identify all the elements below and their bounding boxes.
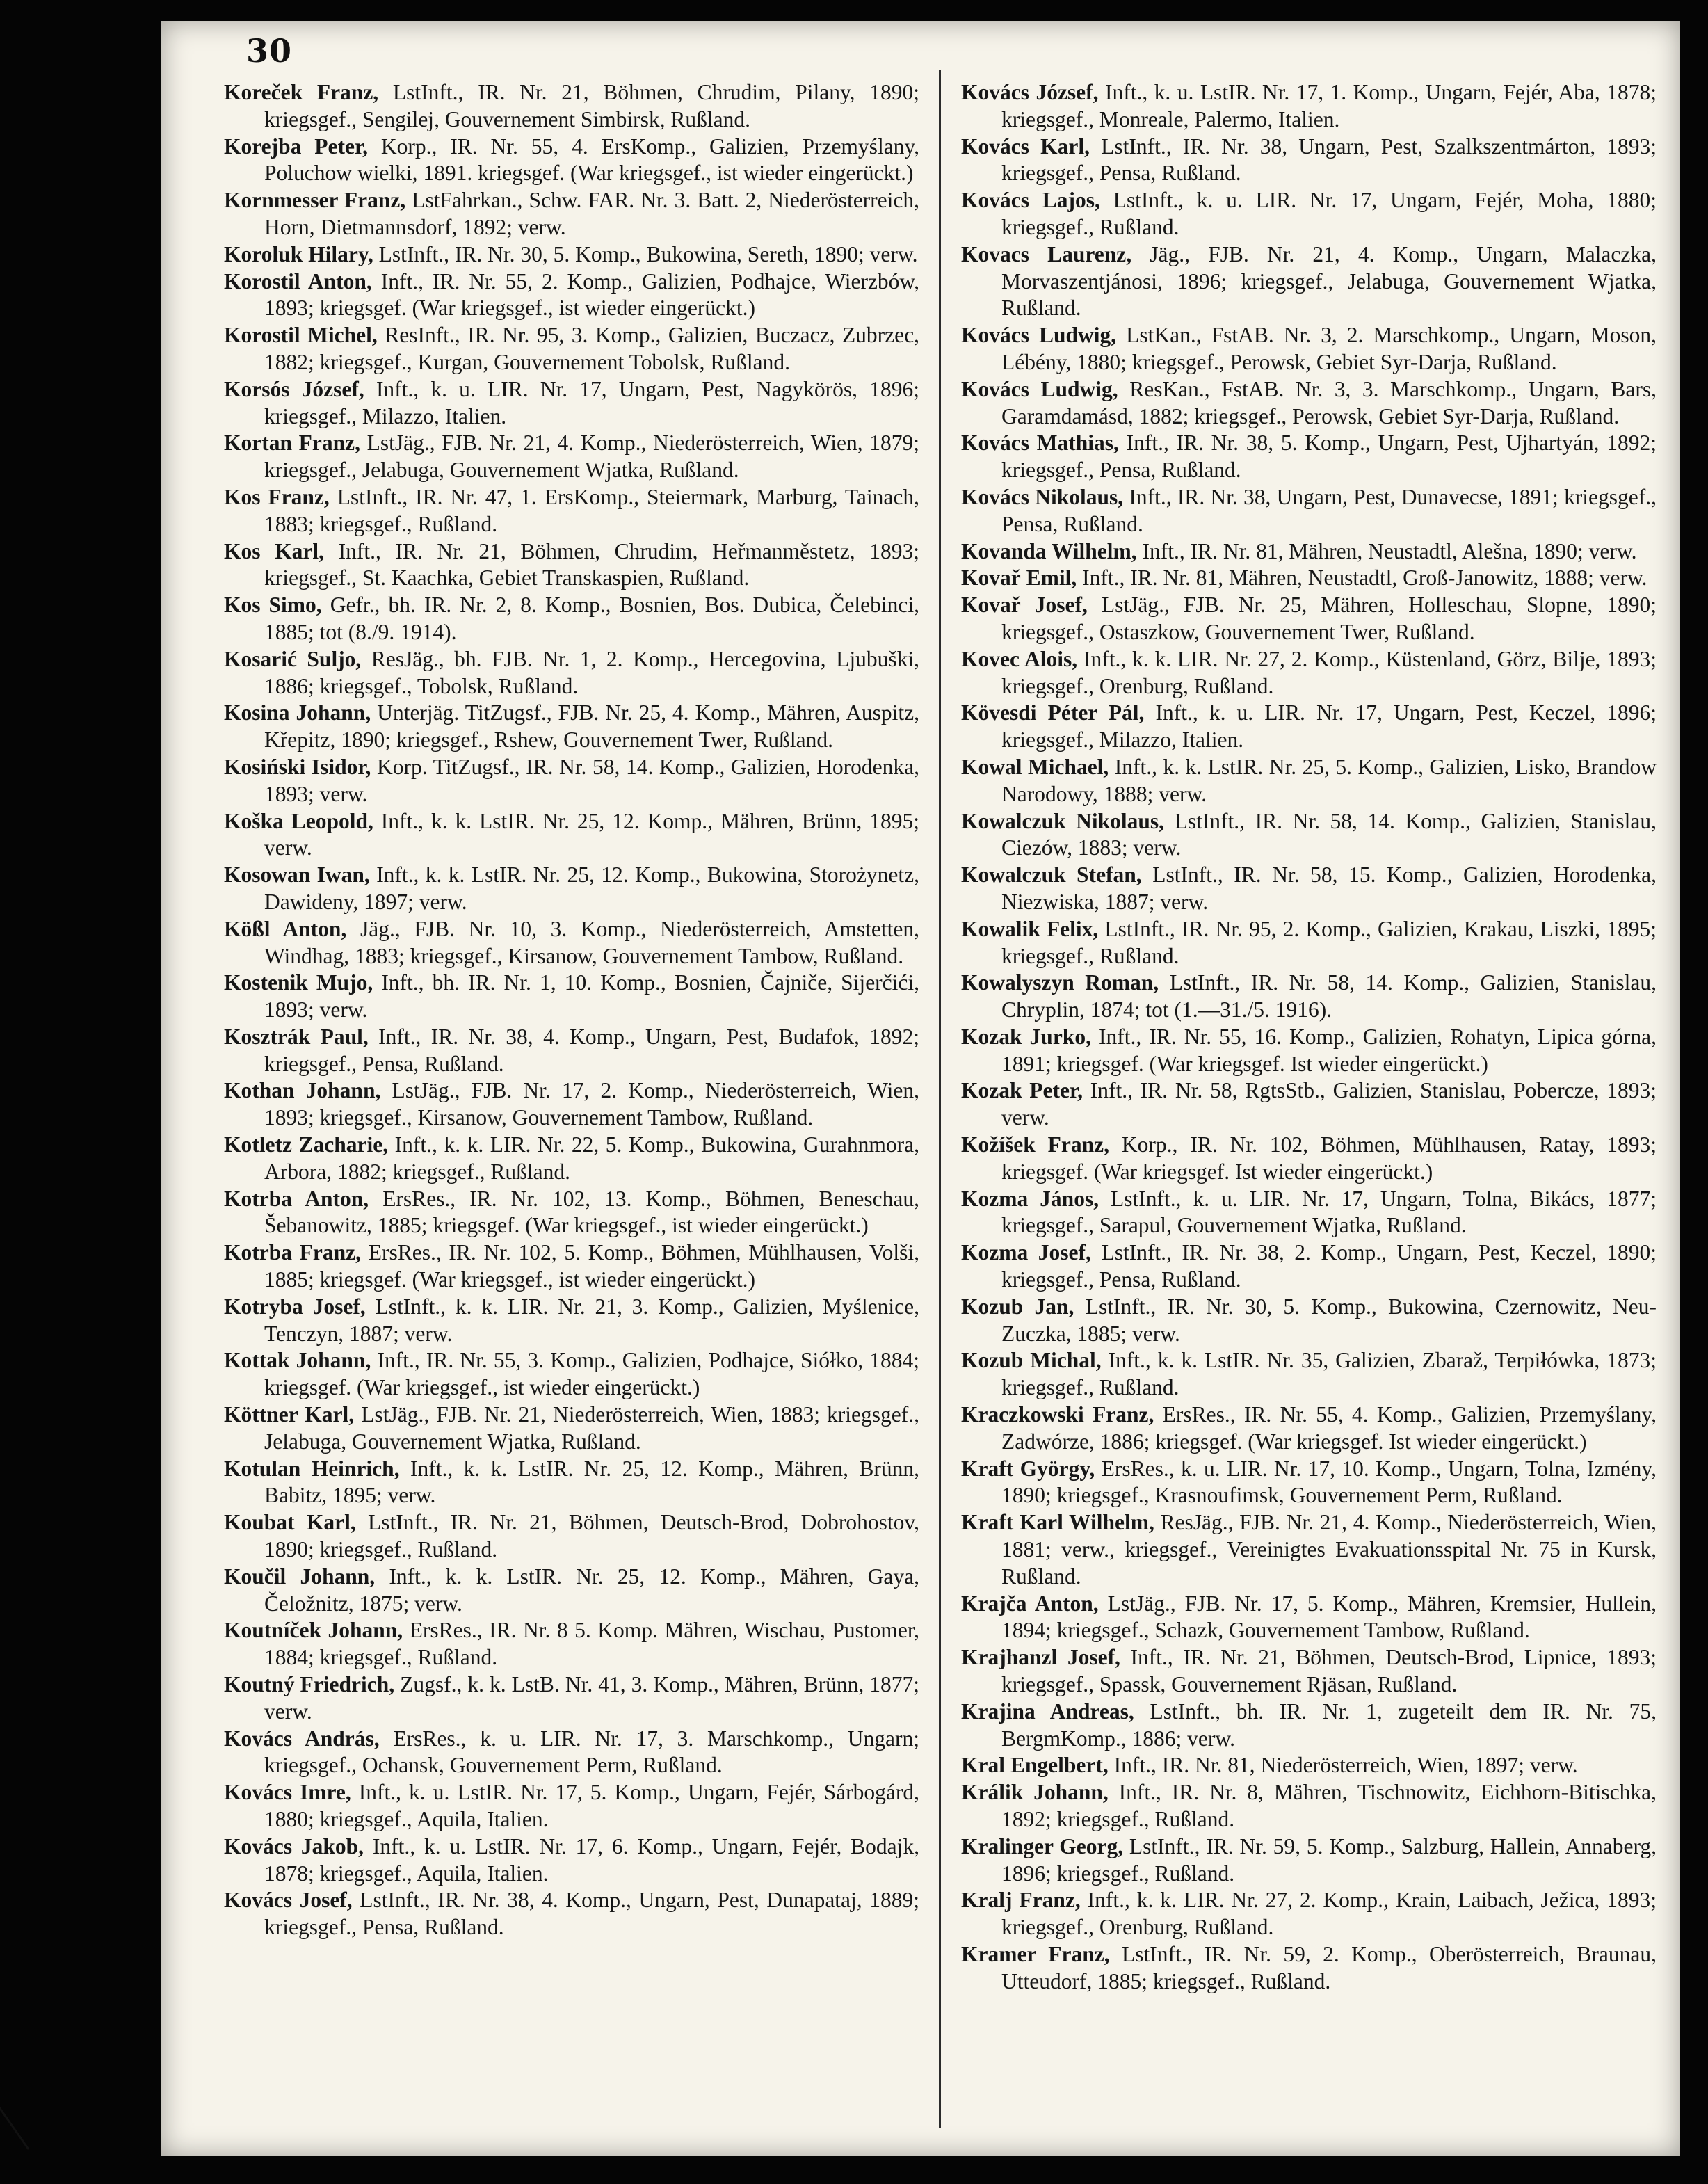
- entry-details: Inft., IR. Nr. 55, 3. Komp., Galizien, Podhajce, Siółko, 1884; kriegsgef. (War kriegsgef., ist wieder eingerückt.): [264, 1348, 919, 1400]
- entry-details: Inft., IR. Nr. 21, Böhmen, Deutsch-Brod, Lipnice, 1893; kriegsgef., Spassk, Gouvernement Rjäsan, Rußland.: [1001, 1645, 1657, 1697]
- entry-details: ErsRes., IR. Nr. 102, 5. Komp., Böhmen, Mühlhausen, Volši, 1885; kriegsgef. (War kriegsgef., ist wieder eingerückt.): [264, 1240, 919, 1292]
- page-number: 30: [246, 32, 293, 70]
- entry-details: ErsRes., k. u. LIR. Nr. 17, 3. Marschkomp., Ungarn; kriegsgef., Ochansk, Gouvernement Perm, Rußland.: [264, 1726, 919, 1778]
- list-entry: [224, 376, 919, 431]
- entry-details: ResKan., FstAB. Nr. 3, 3. Marschkomp., Ungarn, Bars, Garamdamásd, 1882; kriegsgef., Perowsk, Gebiet Syr-Darja, Rußland.: [1001, 376, 1657, 428]
- entry-name: Kostenik Mujo,: [224, 970, 373, 995]
- list-entry: [224, 700, 919, 754]
- entry-details: LstInft., IR. Nr. 38, 4. Komp., Ungarn, Pest, Dunapataj, 1889; kriegsgef., Pensa, Rußland.: [264, 1888, 919, 1940]
- entry-details: LstInft., IR. Nr. 59, 2. Komp., Oberösterreich, Braunau, Utteudorf, 1885; kriegsgef., Rußland.: [1001, 1941, 1657, 1993]
- entry-details: Korp., IR. Nr. 102, Böhmen, Mühlhausen, Ratay, 1893; kriegsgef. (War kriegsgef. Ist wieder eingerückt.): [1001, 1132, 1657, 1184]
- entry-name: Kosztrák Paul,: [224, 1024, 369, 1049]
- entry-details: LstInft., IR. Nr. 21, Böhmen, Chrudim, Pilany, 1890; kriegsgef., Sengilej, Gouvernement Simbirsk, Rußland.: [264, 80, 919, 131]
- list-entry: [224, 916, 919, 970]
- list-entry: [961, 1591, 1657, 1645]
- entry-details: ErsRes., IR. Nr. 55, 4. Komp., Galizien, Przemyślany, Zadwórze, 1886; kriegsgef. (War kriegsgef. Ist wieder eingerückt.): [1001, 1402, 1657, 1454]
- entry-name: Kosina Johann,: [224, 700, 371, 725]
- entry-name: Kortan Franz,: [224, 431, 360, 456]
- entry-details: ErsRes., IR. Nr. 8 5. Komp. Mähren, Wischau, Pustomer, 1884; kriegsgef., Rußland.: [264, 1618, 919, 1670]
- entry-name: Králik Johann,: [961, 1780, 1109, 1805]
- entry-details: LstInft., IR. Nr. 38, Ungarn, Pest, Szalkszentmárton, 1893; kriegsgef., Pensa, Rußland.: [1001, 134, 1657, 186]
- entry-details: Inft., k. k. LIR. Nr. 22, 5. Komp., Bukowina, Gurahnmora, Arbora, 1882; kriegsgef., Rußland.: [264, 1132, 920, 1184]
- list-entry: [224, 79, 919, 134]
- entry-name: Kovács Ludwig,: [961, 376, 1118, 401]
- entry-details: Inft., IR. Nr. 81, Mähren, Neustadtl, Groß-Janowitz, 1888; verw.: [1077, 565, 1647, 591]
- entry-details: LstFahrkan., Schw. FAR. Nr. 3. Batt. 2, Niederösterreich, Horn, Dietmannsdorf, 1892; verw.: [264, 188, 919, 239]
- entry-details: Inft., k. u. LIR. Nr. 17, Ungarn, Pest, Keczel, 1896; kriegsgef., Milazzo, Italien.: [1001, 700, 1657, 753]
- entry-details: LstInft., IR. Nr. 58, 15. Komp., Galizien, Horodenka, Niezwiska, 1887; verw.: [1001, 862, 1657, 914]
- list-entry: [224, 1132, 919, 1186]
- list-entry: [961, 700, 1657, 754]
- entry-name: Kovács András,: [224, 1726, 380, 1751]
- entry-details: Inft., k. u. LstIR. Nr. 17, 1. Komp., Ungarn, Fejér, Aba, 1878; kriegsgef., Monreale, Palermo, Italien.: [1001, 80, 1657, 131]
- entry-details: Gefr., bh. IR. Nr. 2, 8. Komp., Bosnien, Bos. Dubica, Čelebinci, 1885; tot (8./9. 1914).: [264, 593, 919, 644]
- entry-name: Köttner Karl,: [224, 1402, 355, 1427]
- entry-name: Kovács Karl,: [961, 134, 1090, 159]
- entry-details: LstInft., k. u. LIR. Nr. 17, Ungarn, Tolna, Bikács, 1877; kriegsgef., Sarapul, Gouvernement Wjatka, Rußland.: [1001, 1186, 1657, 1238]
- entry-name: Kralj Franz,: [961, 1888, 1081, 1913]
- entry-name: Kößl Anton,: [224, 916, 347, 941]
- list-entry: [224, 1402, 919, 1456]
- entry-name: Kotrba Franz,: [224, 1240, 362, 1265]
- entry-name: Kozub Michal,: [961, 1348, 1102, 1373]
- entry-details: Inft., k. k. LstIR. Nr. 25, 12. Komp., Mähren, Brünn, 1895; verw.: [264, 808, 920, 860]
- entry-details: LstJäg., FJB. Nr. 17, 5. Komp., Mähren, Kremsier, Hullein, 1894; kriegsgef., Schazk, Gouvernement Tambow, Rußland.: [1001, 1591, 1657, 1643]
- entry-details: Inft., IR. Nr. 38, 4. Komp., Ungarn, Pest, Budafok, 1892; kriegsgef., Pensa, Rußland.: [264, 1024, 919, 1076]
- list-entry: [961, 430, 1657, 484]
- list-entry: [961, 1077, 1657, 1132]
- entry-name: Koutný Friedrich,: [224, 1672, 395, 1697]
- entry-name: Kotulan Heinrich,: [224, 1456, 400, 1481]
- list-entry: [961, 1186, 1657, 1240]
- entry-name: Koutníček Johann,: [224, 1618, 403, 1643]
- list-entry: [224, 1239, 919, 1294]
- entry-details: Inft., IR. Nr. 55, 2. Komp., Galizien, Podhajce, Wierzbów, 1893; kriegsgef. (War kriegsgef., ist wieder eingerückt.): [264, 268, 920, 321]
- entry-name: Kotrba Anton,: [224, 1186, 369, 1211]
- list-entry: [224, 970, 919, 1024]
- entry-details: Inft., IR. Nr. 55, 16. Komp., Galizien, Rohatyn, Lipica górna, 1891; kriegsgef. (War kriegsgef. Ist wieder eingerückt.): [1001, 1024, 1657, 1076]
- entry-name: Kozak Peter,: [961, 1078, 1083, 1103]
- entry-details: LstInft., IR. Nr. 47, 1. ErsKomp., Steiermark, Marburg, Tainach, 1883; kriegsgef., Rußland.: [264, 484, 919, 536]
- entry-details: Inft., IR. Nr. 38, 5. Komp., Ungarn, Pest, Ujhartyán, 1892; kriegsgef., Pensa, Rußland.: [1001, 431, 1657, 483]
- entry-name: Kovács Mathias,: [961, 431, 1119, 456]
- list-entry: [224, 862, 919, 916]
- entry-details: LstInft., k. k. LIR. Nr. 21, 3. Komp., Galizien, Myślenice, Tenczyn, 1887; verw.: [264, 1294, 919, 1346]
- entry-name: Koreček Franz,: [224, 80, 379, 104]
- list-entry: [961, 592, 1657, 646]
- entry-details: Inft., IR. Nr. 58, RgtsStb., Galizien, Stanislau, Pobercze, 1893; verw.: [1001, 1078, 1657, 1130]
- list-entry: [961, 1456, 1657, 1510]
- list-entry: [961, 1752, 1657, 1779]
- list-entry: [224, 1779, 919, 1833]
- list-entry: [961, 241, 1657, 322]
- list-entry: [224, 268, 919, 323]
- list-entry: [224, 241, 919, 268]
- entry-details: Inft., k. k. LstIR. Nr. 25, 5. Komp., Galizien, Lisko, Brandow Narodowy, 1888; verw.: [1001, 754, 1657, 806]
- entry-name: Krajča Anton,: [961, 1591, 1099, 1616]
- entry-name: Korostil Michel,: [224, 323, 378, 348]
- entry-details: Inft., IR. Nr. 81, Mähren, Neustadtl, Alešna, 1890; verw.: [1136, 538, 1637, 563]
- entry-details: LstInft., IR. Nr. 30, 5. Komp., Bukowina, Sereth, 1890; verw.: [373, 241, 918, 266]
- list-entry: [961, 1699, 1657, 1753]
- list-entry: [224, 1617, 919, 1671]
- entry-details: Inft., k. k. LstIR. Nr. 35, Galizien, Zbaraž, Terpiłówka, 1873; kriegsgef., Rußland.: [1001, 1348, 1657, 1400]
- list-entry: [961, 1402, 1657, 1456]
- entry-details: Inft., IR. Nr. 21, Böhmen, Chrudim, Heřmanměstetz, 1893; kriegsgef., St. Kaachka, Gebiet Transkaspien, Rußland.: [264, 538, 919, 591]
- entry-details: Inft., k. k. LIR. Nr. 27, 2. Komp., Küstenland, Görz, Bilje, 1893; kriegsgef., Orenburg, Rußland.: [1001, 646, 1657, 698]
- list-entry: [961, 1941, 1657, 1996]
- list-entry: [224, 1671, 919, 1726]
- list-entry: [961, 1779, 1657, 1833]
- entry-name: Kothan Johann,: [224, 1078, 381, 1103]
- list-entry: [961, 1887, 1657, 1941]
- list-entry: [224, 808, 919, 862]
- entry-name: Kowal Michael,: [961, 754, 1109, 779]
- list-entry: [961, 970, 1657, 1024]
- entry-name: Kozma János,: [961, 1186, 1099, 1211]
- list-entry: [961, 1644, 1657, 1699]
- entry-details: Zugsf., k. k. LstB. Nr. 41, 3. Komp., Mähren, Brünn, 1877; verw.: [264, 1672, 919, 1724]
- list-entry: [224, 1726, 919, 1780]
- entry-name: Koučil Johann,: [224, 1564, 376, 1589]
- entry-details: Inft., IR. Nr. 38, Ungarn, Pest, Dunavecse, 1891; kriegsgef., Pensa, Rußland.: [1001, 484, 1657, 536]
- entry-details: LstInft., bh. IR. Nr. 1, zugeteilt dem IR. Nr. 75, BergmKomp., 1886; verw.: [1001, 1699, 1657, 1751]
- entry-name: Kos Karl,: [224, 538, 324, 563]
- list-entry: [224, 1456, 919, 1510]
- list-entry: [961, 79, 1657, 134]
- list-entry: [961, 808, 1657, 862]
- list-entry: [961, 322, 1657, 376]
- entry-details: ResJäg., FJB. Nr. 21, 4. Komp., Niederösterreich, Wien, 1881; verw., kriegsgef., Vereinigtes Evakuationsspital Nr. 75 in Kursk, Rußland.: [1001, 1510, 1657, 1589]
- entry-name: Kowalczuk Nikolaus,: [961, 808, 1164, 833]
- entry-name: Kramer Franz,: [961, 1941, 1110, 1966]
- entry-name: Kovács Imre,: [224, 1780, 351, 1805]
- entry-name: Korsós József,: [224, 376, 364, 401]
- list-entry: [961, 484, 1657, 538]
- entry-details: LstKan., FstAB. Nr. 3, 2. Marschkomp., Ungarn, Moson, Lébény, 1880; kriegsgef., Perowsk, Gebiet Syr-Darja, Rußland.: [1001, 323, 1657, 374]
- entry-details: ErsRes., IR. Nr. 102, 13. Komp., Böhmen, Beneschau, Šebanowitz, 1885; kriegsgef. (War kriegsgef., ist wieder eingerückt.): [264, 1186, 919, 1238]
- list-entry: [224, 134, 919, 188]
- entry-details: Inft., k. k. LstIR. Nr. 25, 12. Komp., Bukowina, Storożynetz, Dawideny, 1897; verw.: [264, 862, 919, 914]
- entry-details: LstInft., IR. Nr. 59, 5. Komp., Salzburg, Hallein, Annaberg, 1896; kriegsgef., Rußland.: [1001, 1833, 1657, 1886]
- entry-name: Kos Simo,: [224, 593, 322, 618]
- entry-name: Koroluk Hilary,: [224, 241, 373, 266]
- entry-details: ErsRes., k. u. LIR. Nr. 17, 10. Komp., Ungarn, Tolna, Izmény, 1890; kriegsgef., Krasnoufimsk, Gouvernement Perm, Rußland.: [1001, 1456, 1657, 1508]
- entry-details: Korp., IR. Nr. 55, 4. ErsKomp., Galizien, Przemyślany, Poluchow wielki, 1891. kriegsgef. (War kriegsgef., ist wieder eingerückt.): [264, 134, 920, 186]
- entry-name: Kovács Jakob,: [224, 1833, 364, 1858]
- entry-name: Kovács József,: [961, 80, 1099, 104]
- entry-details: Inft., k. u. LstIR. Nr. 17, 5. Komp., Ungarn, Fejér, Sárbogárd, 1880; kriegsgef., Aquila, Italien.: [264, 1780, 919, 1831]
- entry-name: Kozma Josef,: [961, 1240, 1091, 1265]
- right-column: [961, 79, 1657, 1996]
- entry-name: Krajhanzl Josef,: [961, 1645, 1120, 1670]
- document-page: [161, 21, 1680, 2156]
- entry-details: LstInft., IR. Nr. 21, Böhmen, Deutsch-Brod, Dobrohostov, 1890; kriegsgef., Rußland.: [264, 1510, 920, 1562]
- entry-name: Kos Franz,: [224, 484, 330, 509]
- list-entry: [224, 484, 919, 538]
- entry-details: ResJäg., bh. FJB. Nr. 1, 2. Komp., Hercegovina, Ljubuški, 1886; kriegsgef., Tobolsk, Rußland.: [264, 646, 919, 698]
- entry-name: Krajina Andreas,: [961, 1699, 1134, 1724]
- list-entry: [961, 1347, 1657, 1402]
- list-entry: [961, 538, 1657, 565]
- list-entry: [961, 862, 1657, 916]
- entry-details: Korp. TitZugsf., IR. Nr. 58, 14. Komp., Galizien, Horodenka, 1893; verw.: [264, 754, 919, 806]
- entry-details: LstInft., IR. Nr. 58, 14. Komp., Galizien, Stanislau, Ciezów, 1883; verw.: [1001, 808, 1657, 860]
- entry-name: Kralinger Georg,: [961, 1833, 1124, 1858]
- entry-name: Kozub Jan,: [961, 1294, 1074, 1319]
- entry-name: Kosowan Iwan,: [224, 862, 370, 888]
- entry-details: LstInft., IR. Nr. 38, 2. Komp., Ungarn, Pest, Keczel, 1890; kriegsgef., Pensa, Rußland.: [1001, 1240, 1657, 1292]
- entry-details: LstJäg., FJB. Nr. 17, 2. Komp., Niederösterreich, Wien, 1893; kriegsgef., Kirsanow, Gouvernement Tambow, Rußland.: [264, 1078, 919, 1130]
- entry-details: Jäg., FJB. Nr. 21, 4. Komp., Ungarn, Malaczka, Morvaszentjánosi, 1896; kriegsgef., Jelabuga, Gouvernement Wjatka, Rußland.: [1001, 241, 1657, 321]
- entry-details: LstJäg., FJB. Nr. 21, Niederösterreich, Wien, 1883; kriegsgef., Jelabuga, Gouvernement Wjatka, Rußland.: [264, 1402, 919, 1454]
- list-entry: [224, 1509, 919, 1564]
- entry-details: Inft., IR. Nr. 81, Niederösterreich, Wien, 1897; verw.: [1108, 1753, 1578, 1778]
- entry-name: Kovács Josef,: [224, 1888, 353, 1913]
- list-entry: [224, 430, 919, 484]
- entry-details: Jäg., FJB. Nr. 10, 3. Komp., Niederösterreich, Amstetten, Windhag, 1883; kriegsgef., Kirsanow, Gouvernement Tambow, Rußland.: [264, 916, 920, 968]
- list-entry: [961, 565, 1657, 592]
- entry-name: Kovács Lajos,: [961, 188, 1100, 213]
- entry-name: Kovacs Laurenz,: [961, 241, 1132, 266]
- list-entry: [961, 1024, 1657, 1078]
- entry-details: LstInft., IR. Nr. 58, 14. Komp., Galizien, Stanislau, Chryplin, 1874; tot (1.—31./5. 1916).: [1001, 970, 1657, 1022]
- entry-name: Koubat Karl,: [224, 1510, 356, 1535]
- entry-details: LstJäg., FJB. Nr. 21, 4. Komp., Niederösterreich, Wien, 1879; kriegsgef., Jelabuga, Gouvernement Wjatka, Rußland.: [264, 431, 919, 483]
- list-entry: [961, 916, 1657, 970]
- list-entry: [961, 754, 1657, 808]
- entry-name: Kozak Jurko,: [961, 1024, 1091, 1049]
- entry-name: Kosiński Isidor,: [224, 754, 371, 779]
- list-entry: [224, 1833, 919, 1888]
- list-entry: [224, 322, 919, 376]
- list-entry: [961, 646, 1657, 700]
- entry-details: LstInft., k. u. LIR. Nr. 17, Ungarn, Fejér, Moha, 1880; kriegsgef., Rußland.: [1001, 188, 1657, 239]
- entry-name: Kraft György,: [961, 1456, 1095, 1481]
- entry-name: Kovács Nikolaus,: [961, 484, 1124, 509]
- left-column: [224, 79, 919, 1941]
- list-entry: [961, 1239, 1657, 1294]
- entry-name: Kotletz Zacharie,: [224, 1132, 389, 1157]
- entry-name: Kovanda Wilhelm,: [961, 538, 1137, 563]
- entry-name: Kraczkowski Franz,: [961, 1402, 1154, 1427]
- entry-details: Inft., bh. IR. Nr. 1, 10. Komp., Bosnien, Čajniče, Sijerčići, 1893; verw.: [264, 970, 919, 1022]
- list-entry: [224, 1186, 919, 1240]
- list-entry: [961, 134, 1657, 188]
- entry-name: Kornmesser Franz,: [224, 188, 406, 213]
- entry-name: Kral Engelbert,: [961, 1753, 1109, 1778]
- list-entry: [961, 376, 1657, 431]
- list-entry: [224, 1024, 919, 1078]
- entry-details: LstJäg., FJB. Nr. 25, Mähren, Holleschau, Slopne, 1890; kriegsgef., Ostaszkow, Gouvernement Twer, Rußland.: [1001, 593, 1657, 644]
- entry-name: Kovec Alois,: [961, 646, 1078, 671]
- entry-details: Inft., k. k. LIR. Nr. 27, 2. Komp., Krain, Laibach, Ježica, 1893; kriegsgef., Orenburg, Rußland.: [1001, 1888, 1657, 1940]
- entry-name: Kraft Karl Wilhelm,: [961, 1510, 1154, 1535]
- entry-name: Kottak Johann,: [224, 1348, 371, 1373]
- list-entry: [224, 1887, 919, 1941]
- list-entry: [224, 538, 919, 593]
- list-entry: [224, 1294, 919, 1348]
- list-entry: [224, 754, 919, 808]
- entry-details: Inft., k. u. LIR. Nr. 17, Ungarn, Pest, Nagykörös, 1896; kriegsgef., Milazzo, Italien.: [264, 376, 919, 428]
- entry-name: Kowalik Felix,: [961, 916, 1099, 941]
- entry-details: Unterjäg. TitZugsf., FJB. Nr. 25, 4. Komp., Mähren, Auspitz, Křepitz, 1890; kriegsgef., Rshew, Gouvernement Twer, Rußland.: [264, 700, 919, 753]
- list-entry: [961, 1132, 1657, 1186]
- entry-name: Kovař Emil,: [961, 565, 1077, 591]
- column-divider: [939, 70, 941, 2128]
- entry-name: Kovař Josef,: [961, 593, 1088, 618]
- list-entry: [224, 592, 919, 646]
- entry-name: Kosarić Suljo,: [224, 646, 362, 671]
- entry-name: Koška Leopold,: [224, 808, 373, 833]
- entry-name: Kotryba Josef,: [224, 1294, 366, 1319]
- entry-name: Kowalczuk Stefan,: [961, 862, 1142, 888]
- entry-name: Kowalyszyn Roman,: [961, 970, 1159, 995]
- entry-details: Inft., k. u. LstIR. Nr. 17, 6. Komp., Ungarn, Fejér, Bodajk, 1878; kriegsgef., Aquila, Italien.: [264, 1833, 919, 1886]
- entry-name: Kožíšek Franz,: [961, 1132, 1110, 1157]
- entry-details: LstInft., IR. Nr. 95, 2. Komp., Galizien, Krakau, Liszki, 1895; kriegsgef., Rußland.: [1001, 916, 1657, 968]
- entry-name: Korejba Peter,: [224, 134, 368, 159]
- list-entry: [224, 187, 919, 241]
- list-entry: [961, 1294, 1657, 1348]
- entry-name: Kövesdi Péter Pál,: [961, 700, 1145, 725]
- list-entry: [224, 1077, 919, 1132]
- entry-details: Inft., k. k. LstIR. Nr. 25, 12. Komp., Mähren, Gaya, Čeložnitz, 1875; verw.: [264, 1564, 920, 1616]
- list-entry: [961, 187, 1657, 241]
- entry-details: Inft., k. k. LstIR. Nr. 25, 12. Komp., Mähren, Brünn, Babitz, 1895; verw.: [264, 1456, 919, 1508]
- list-entry: [224, 646, 919, 700]
- entry-details: ResInft., IR. Nr. 95, 3. Komp., Galizien, Buczacz, Zubrzec, 1882; kriegsgef., Kurgan, Gouvernement Tobolsk, Rußland.: [264, 323, 919, 374]
- entry-name: Kovács Ludwig,: [961, 323, 1117, 348]
- entry-details: Inft., IR. Nr. 8, Mähren, Tischnowitz, Eichhorn-Bitischka, 1892; kriegsgef., Rußland.: [1001, 1780, 1657, 1831]
- list-entry: [961, 1509, 1657, 1590]
- entry-details: LstInft., IR. Nr. 30, 5. Komp., Bukowina, Czernowitz, Neu-Zuczka, 1885; verw.: [1001, 1294, 1657, 1346]
- list-entry: [224, 1347, 919, 1402]
- list-entry: [961, 1833, 1657, 1888]
- entry-name: Korostil Anton,: [224, 268, 372, 294]
- list-entry: [224, 1564, 919, 1618]
